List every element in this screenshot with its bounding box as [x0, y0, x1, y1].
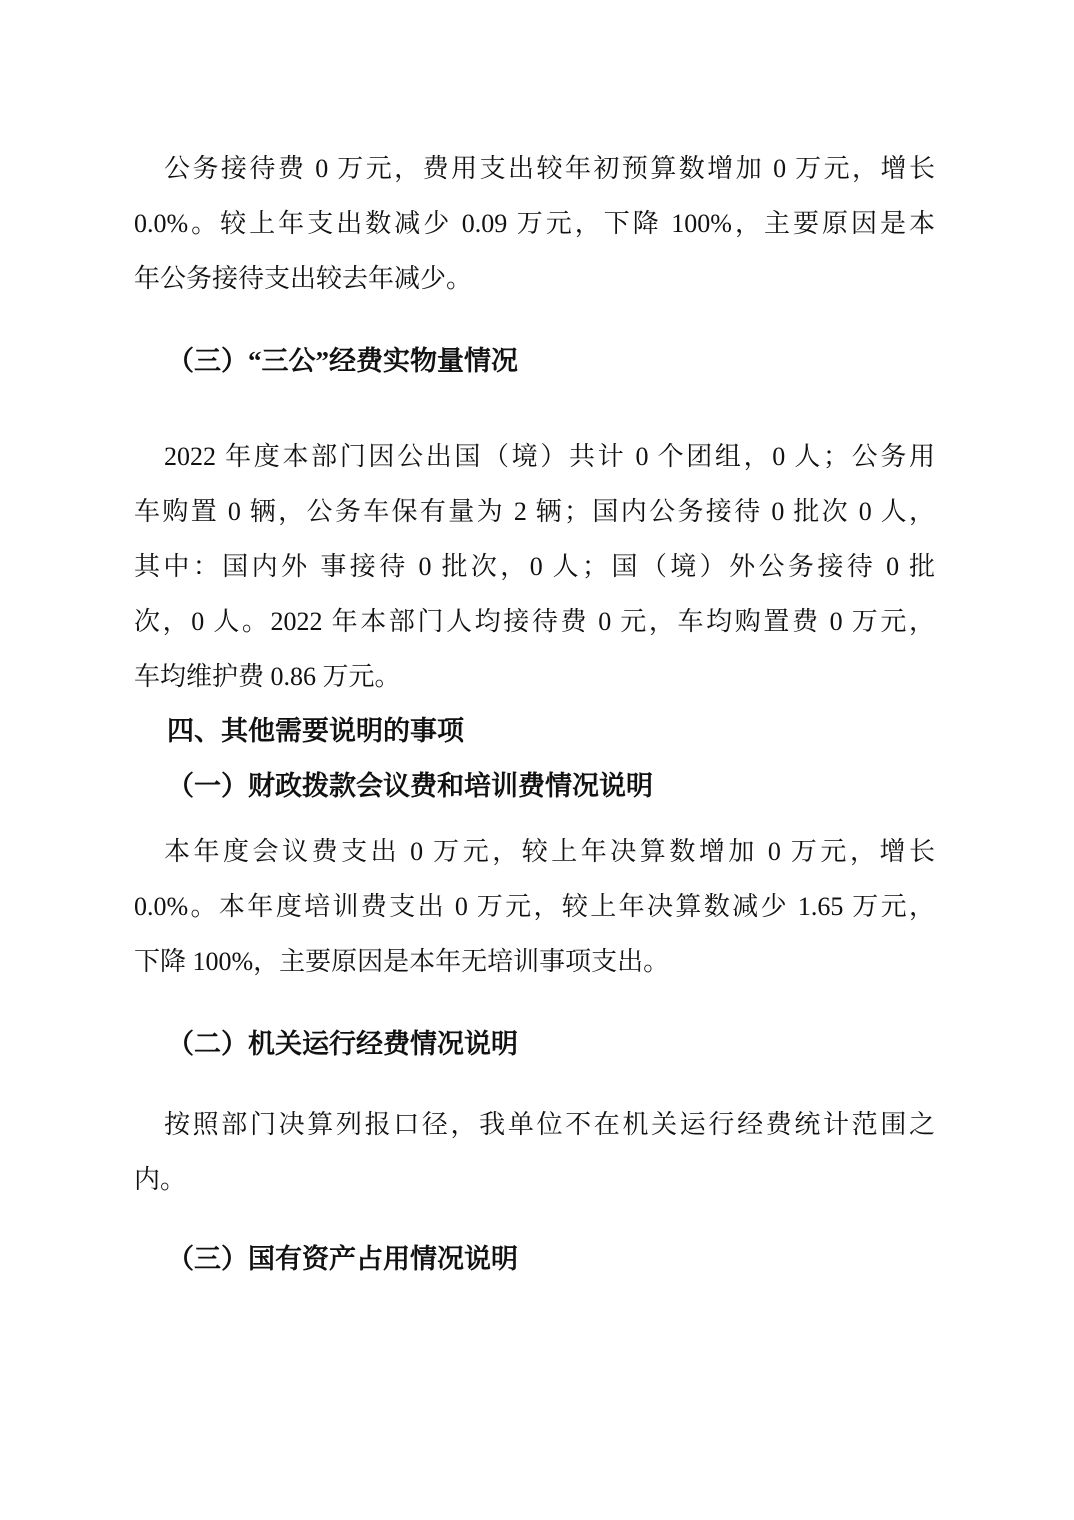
text-line: 下降 100%，主要原因是本年无培训事项支出。: [134, 947, 670, 976]
text-line: 其中：国内外 事接待 0 批次，0 人；国（境）外公务接待 0 批: [134, 552, 935, 581]
heading-state-assets: （三）国有资产占用情况说明: [167, 1244, 518, 1274]
heading-sangong-physical: （三）“三公”经费实物量情况: [167, 346, 518, 376]
text-line: 车均维护费 0.86 万元。: [134, 662, 401, 691]
para-2022-physical-volume: [134, 429, 935, 704]
para-meeting-training-fee: [134, 824, 935, 989]
para-official-reception-fee: [134, 141, 935, 306]
text-line: 按照部门决算列报口径，我单位不在机关运行经费统计范围之: [164, 1110, 935, 1139]
document-body: [134, 141, 935, 1287]
text-line: 车购置 0 辆，公务车保有量为 2 辆；国内公务接待 0 批次 0 人，: [134, 497, 935, 526]
heading-agency-operating: （二）机关运行经费情况说明: [167, 1029, 518, 1059]
heading-other-items: 四、其他需要说明的事项: [167, 716, 464, 746]
text-line: 次，0 人。2022 年本部门人均接待费 0 元，车均购置费 0 万元，: [134, 607, 935, 636]
heading-meeting-training-fee: （一）财政拨款会议费和培训费情况说明: [167, 771, 653, 801]
text-line: 年公务接待支出较去年减少。: [134, 264, 473, 293]
text-line: 公务接待费 0 万元，费用支出较年初预算数增加 0 万元，增长: [164, 154, 935, 183]
para-agency-operating: [134, 1097, 935, 1207]
text-line: 本年度会议费支出 0 万元，较上年决算数增加 0 万元，增长: [164, 837, 935, 866]
text-line: 内。: [134, 1165, 187, 1194]
text-line: 0.0%。本年度培训费支出 0 万元，较上年决算数减少 1.65 万元，: [134, 892, 935, 921]
text-line: 2022 年度本部门因公出国（境）共计 0 个团组，0 人；公务用: [164, 442, 935, 471]
text-line: 0.0%。较上年支出数减少 0.09 万元，下降 100%，主要原因是本: [134, 209, 935, 238]
